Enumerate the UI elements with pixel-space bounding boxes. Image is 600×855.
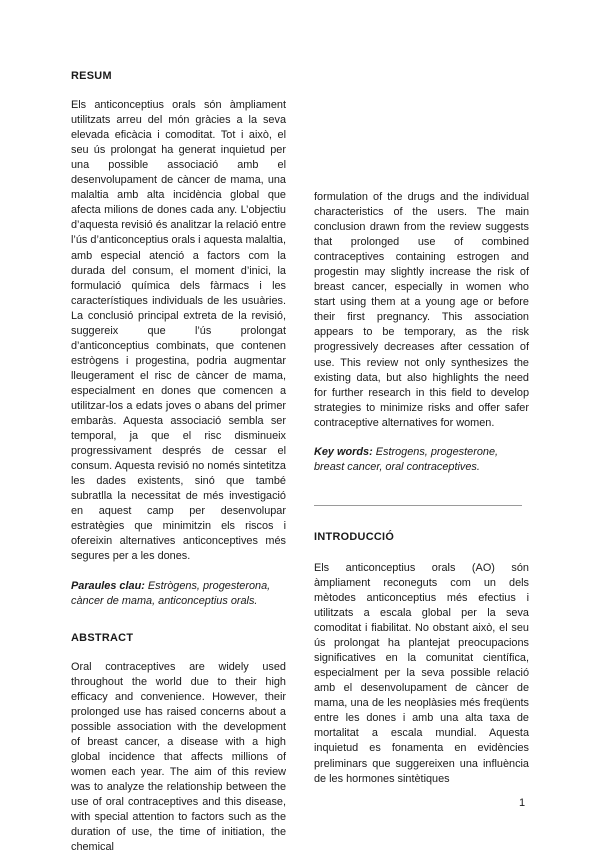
abstract-keywords-text: Estrogens, progesterone, breast cancer, oral contraceptives. xyxy=(314,445,499,473)
introduccio-body: Els anticonceptius orals (AO) són àmpliament reconeguts com un dels mètodes anticonceptius més efectius i utilitzats a escala global per la seva comoditat i fiabilitat. No obstant això, el seu ús prolongat ha plantejat preocupacions significatives en la comunitat científica, especialment per la seva possible relació amb el desenvolupament de càncer de mama, una de les neoplàsies més freqüents entre les dones i amb una alta taxa de mortalitat a escala mundial. Aquesta inquietud es fonamenta en evidències preliminars que suggereixen una influència de les hormones sintètiques xyxy=(314,561,529,785)
abstract-continuation-spacer xyxy=(314,66,529,190)
abstract-body-part2: formulation of the drugs and the individual characteristics of the users. The main conclusion drawn from the review suggests that prolonged use of combined contraceptives containing estrogen and progestin may slightly increase the risk of breast cancer, especially in women who start using them at a young age or before their first pregnancy. This association appears to be temporary, as the risk progressively decreases after cessation of use. This review not only synthesizes the existing data, but also highlights the need for further research in this field to develop strategies to minimize risks and offer safer contraceptive alternatives for women. xyxy=(314,191,529,429)
introduccio-heading: INTRODUCCIÓ xyxy=(314,530,395,543)
abstract-keywords xyxy=(314,445,529,475)
left-column xyxy=(71,66,286,855)
resum-keywords-text: Estrògens, progesterona, càncer de mama, anticonceptius orals. xyxy=(71,579,271,607)
abstract-keywords-label: Key words: xyxy=(314,445,373,458)
resum-body: Els anticonceptius orals són àmpliament utilitzats arreu del món gràcies a la seva elevada eficàcia i comoditat. Tot i això, el seu ús prolongat ha generat inquietud per una possible associació amb el desenvolupament de càncer de mama, una malaltia amb alta incidència global que afecta milions de dones cada any. L’objectiu d’aquesta revisió és analitzar la relació entre l’ús d’anticonceptius orals i aquesta malaltia, amb especial atenció a factors com la durada del consum, el moment d’inici, la formulació química dels fàrmacs i les característiques individuals de les usuàries. La conclusió principal extreta de la revisió, suggereix que l’ús prolongat d’anticonceptius combinats, que contenen estrògens i progestina, podria augmentar lleugerament el risc de càncer de mama, especialment en dones que comencen a utilitzar-los a edats joves o abans del primer embaràs. Aquesta associació sembla ser temporal, ja que el risc disminueix progressivament després de cessar el consum. Aquesta revisió no només sintetitza les dades existents, sinó que també subratlla la necessitat de més investigació en aquest camp per desenvolupar estratègies que minimitzin els riscos i ofereixin alternatives anticonceptives més segures per a les dones. xyxy=(71,99,286,563)
resum-keywords-label: Paraules clau: xyxy=(71,579,145,592)
abstract-heading: ABSTRACT xyxy=(71,631,134,644)
page-number: 1 xyxy=(519,797,526,809)
right-column xyxy=(314,66,529,787)
resum-keywords xyxy=(71,579,286,609)
abstract-body-part1: Oral contraceptives are widely used throughout the world due to their high efficacy and convenience. However, their prolonged use has raised concerns about a possible association with the development of breast cancer, a disease with a high global incidence that affects millions of women each year. The aim of this review was to analyze the relationship between the use of oral contraceptives and this disease, with special attention to factors such as the duration of use, the time of initiation, the chemical xyxy=(71,660,286,854)
section-divider xyxy=(314,505,522,506)
resum-heading: RESUM xyxy=(71,70,112,82)
